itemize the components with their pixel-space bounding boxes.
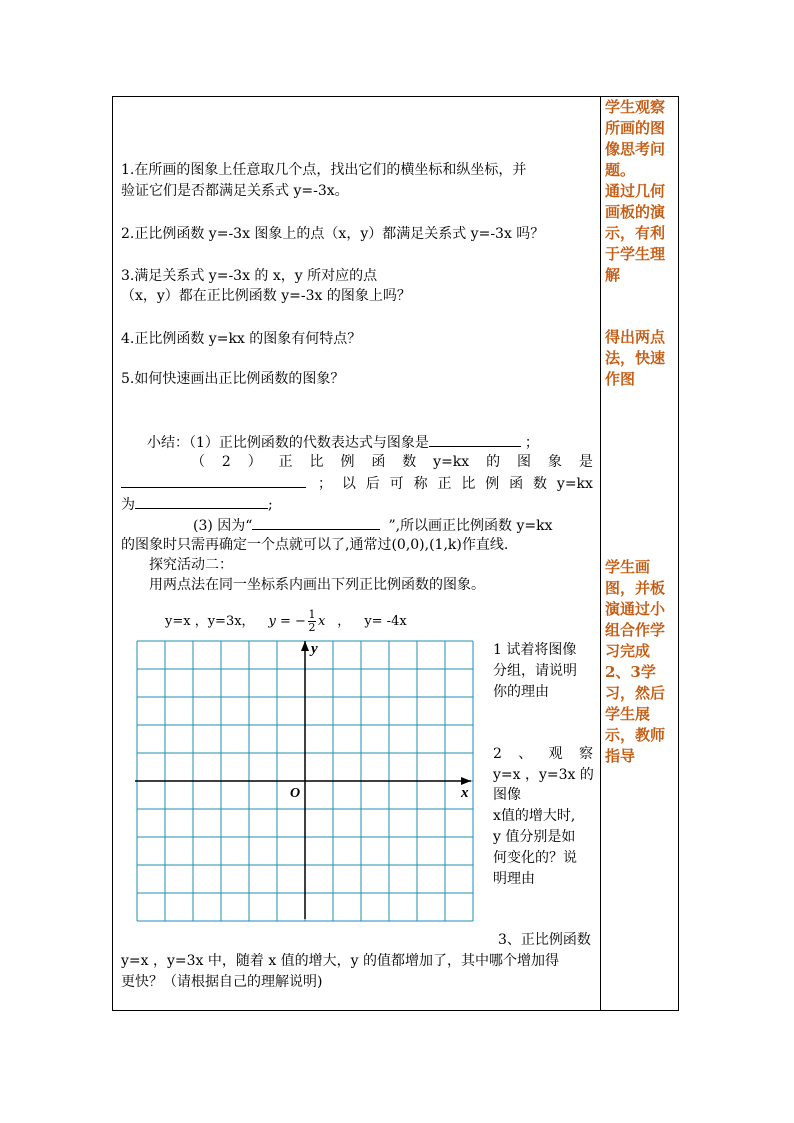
summary-line-3	[121, 473, 593, 493]
sl2-7: 数	[402, 454, 417, 470]
sl2-1: 2	[221, 454, 231, 470]
graph-q2-line5: 何变化的？说	[493, 850, 577, 866]
summary-line-6: 的图象时只需再确定一个点就可以了,通常过(0,0),(1,k)作直线.	[121, 537, 509, 553]
graph-q2-head	[493, 745, 593, 763]
question-4: 4.正比例函数 y=kx 的图象有何特点？	[121, 331, 362, 347]
fraction-numerator: 1	[308, 608, 316, 621]
question-1a: 1.在所画的图象上任意取几个点，找出它们的横坐标和纵坐标，并	[121, 162, 527, 178]
sl2-0: （	[191, 454, 205, 470]
graph-q3-head: 3、正比例函数	[498, 932, 591, 948]
side-notes-column	[601, 97, 679, 1010]
q2h-0: 2	[493, 746, 502, 762]
graph-q2-line1: y=x ，y=3x 的	[493, 767, 594, 783]
sl2-4: 比	[309, 454, 324, 470]
graph-q1-line2: 分组，请说明	[493, 663, 577, 679]
graph-q1-line1: 1 试着将图像	[493, 642, 577, 658]
summary-line-4	[121, 494, 273, 514]
summary-line4-start: 为	[121, 497, 135, 513]
sl2-5: 例	[340, 454, 355, 470]
x-axis-label: x	[461, 785, 469, 801]
side-note-geometry: 通过几何画板的演示，有利于学生理解	[605, 182, 666, 284]
summary-line3-text	[318, 475, 593, 493]
graph-q3-line1: y=x ，y=3x 中，随着 x 值的增大，y 的值都增加了，其中哪个增加得	[121, 953, 560, 969]
summary-label: 小结：（1）正比例函数的代数表达式与图象是	[147, 435, 429, 451]
sl3-1: 以	[341, 476, 356, 492]
sl2-2: ）	[247, 454, 262, 470]
sl3-3: 可	[389, 476, 404, 492]
side-note-two-point: 得出两点法，快速作图	[605, 328, 666, 388]
summary-line-1	[147, 432, 539, 452]
sl3-7: 例	[485, 476, 500, 492]
y-axis-arrow-icon	[301, 641, 309, 651]
functions-1-2: y=x ，y=3x，	[165, 613, 255, 629]
sl3-5: 正	[437, 476, 452, 492]
summary-blank-2[interactable]	[121, 473, 306, 488]
origin-label: O	[290, 786, 301, 801]
sl2-10: 图	[517, 454, 532, 470]
fraction-denominator: 2	[308, 621, 316, 634]
sl3-6: 比	[461, 476, 476, 492]
function-sep: ，	[337, 613, 351, 629]
summary-line1-end: ；	[524, 435, 539, 451]
summary-blank-1[interactable]	[429, 432, 521, 447]
summary-line5-b: ”,所以画正比例函数 y=kx	[388, 518, 553, 534]
summary-line5-a: (3) 因为“	[193, 518, 253, 534]
summary-blank-4[interactable]	[252, 515, 380, 530]
sl2-8: y=kx	[433, 454, 470, 470]
q2h-2: 观	[548, 746, 563, 762]
graph-q2-line2: 图像	[493, 787, 521, 803]
side-note-observe: 学生观察所画的图像思考问题。	[605, 98, 666, 179]
sl3-2: 后	[365, 476, 380, 492]
q2h-3: 察	[579, 746, 593, 762]
function-3-prefix: y = −	[268, 613, 306, 629]
sl3-10: y=kx	[556, 476, 593, 492]
graph-q1-line3: 你的理由	[493, 684, 549, 700]
question-5: 5.如何快速画出正比例函数的图象？	[121, 371, 345, 387]
question-3a: 3.满足关系式 y=-3x 的 x，y 所对应的点	[121, 268, 378, 284]
summary-blank-3[interactable]	[135, 494, 268, 509]
main-column	[113, 97, 600, 1010]
activity-instruction: 用两点法在同一坐标系内画出下列正比例函数的图象。	[149, 577, 485, 593]
q2h-1: 、	[518, 746, 533, 762]
fraction-one-half	[308, 609, 316, 634]
function-list	[165, 609, 407, 634]
graph-q2-line4: y 值分别是如	[493, 829, 576, 845]
y-axis-label: y	[311, 641, 318, 657]
question-3b: （x，y）都在正比例函数 y=-3x 的图象上吗？	[121, 288, 411, 304]
summary-line-2	[191, 453, 593, 471]
sl3-4: 称	[413, 476, 428, 492]
coordinate-grid[interactable]	[135, 637, 475, 927]
sl2-12: 是	[578, 454, 593, 470]
sl2-9: 的	[486, 454, 501, 470]
question-2: 2.正比例函数 y=-3x 图象上的点（x，y）都满足关系式 y=-3x 吗？	[121, 226, 545, 242]
question-1b: 验证它们是否都满足关系式 y=-3x。	[121, 183, 349, 199]
activity-title: 探究活动二：	[149, 557, 233, 573]
sl2-11: 象	[547, 454, 562, 470]
summary-line-5	[193, 515, 553, 535]
sl2-6: 函	[371, 454, 386, 470]
sl3-9: 数	[533, 476, 548, 492]
sl2-3: 正	[278, 454, 293, 470]
side-note-drawing: 学生画图，并板演通过小组合作学习完成 2、3学习，然后学生展示，教师指导	[605, 558, 666, 765]
summary-line4-end: ;	[268, 497, 273, 513]
graph-q3-line2: 更快？（请根据自己的理解说明)	[121, 974, 323, 990]
x-axis-arrow-icon	[461, 777, 471, 785]
graph-q2-line6: 明理由	[493, 871, 535, 887]
function-3-suffix: x	[317, 613, 326, 629]
graph-q2-line3: x值的增大时,	[493, 808, 576, 824]
function-4: y= -4x	[364, 613, 407, 629]
lesson-table	[112, 96, 679, 1011]
sl3-0: ；	[318, 476, 332, 492]
sl3-8: 函	[509, 476, 524, 492]
